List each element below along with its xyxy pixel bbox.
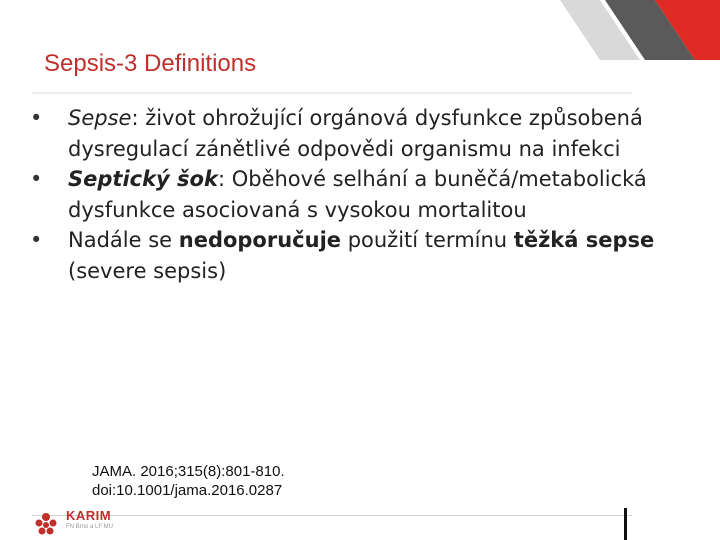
slide-title: Sepsis-3 Definitions xyxy=(44,50,257,77)
bullet-text: Nadále se xyxy=(68,228,179,252)
footer-vertical-bar xyxy=(624,508,627,540)
bullet-text: : život ohrožující orgánová dysfunkce způsobená dysregulací zánětlivé odpovědi organismu na infekci xyxy=(68,106,643,161)
logo-subtext: FN Brno a LF MU xyxy=(66,524,114,530)
bullet-dot-icon: • xyxy=(30,228,43,252)
bullet-list xyxy=(30,103,690,286)
title-divider xyxy=(32,92,632,94)
bullet-item xyxy=(30,103,690,164)
bullet-term: Septický šok xyxy=(68,167,218,191)
citation-line: doi:10.1001/jama.2016.0287 xyxy=(92,482,283,499)
corner-decoration xyxy=(440,0,720,60)
bullet-bold-term: nedoporučuje xyxy=(178,228,342,252)
bullet-item xyxy=(30,225,690,286)
logo-text: KARIM xyxy=(66,508,112,523)
citation-line: JAMA. 2016;315(8):801-810. xyxy=(92,463,285,480)
bullet-dot-icon: • xyxy=(30,167,43,191)
bullet-text: : Oběhové selhání a buněčá/metabolická dysfunkce asociovaná s vysokou mortalitou xyxy=(68,167,647,222)
citation xyxy=(92,462,285,500)
bullet-dot-icon: • xyxy=(30,106,43,130)
bullet-text: (severe sepsis) xyxy=(68,258,227,283)
bullet-term: Sepse xyxy=(68,106,132,130)
bullet-text: použití termínu xyxy=(341,228,514,252)
bullet-item xyxy=(30,164,690,225)
bullet-bold-term: těžká sepse xyxy=(513,228,655,252)
